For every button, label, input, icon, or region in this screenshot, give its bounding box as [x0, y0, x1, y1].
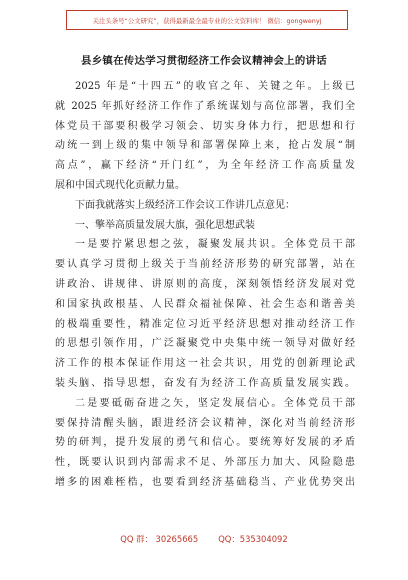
document-title: 县乡镇在传达学习贯彻经济工作会议精神会上的讲话	[81, 55, 327, 67]
paragraph-line: 动统一到上级的集中领导和部署保障上来，抢占发展“制	[55, 140, 355, 152]
paragraph-line: 2025 年是“十四五”的收官之年、关键之年。上级已	[75, 81, 355, 92]
section-heading: 一、擎举高质量发展大旗，强化思想武装	[75, 219, 255, 231]
qq-number: QQ：535304092	[218, 534, 288, 544]
paragraph-line: 要认真学习贯彻上级关于当前经济形势的研究部署，站在	[55, 259, 355, 271]
paragraph-line: 下面我就落实上级经济工作会议工作讲几点意见：	[75, 199, 295, 211]
paragraph-line: 讲政治、讲规律、讲原则的高度，深刻领悟经济发展对党	[55, 278, 355, 290]
paragraph-line: 高点”，赢下经济“开门红”，为全年经济工作高质量发	[55, 160, 355, 172]
footer	[0, 533, 408, 545]
paragraph-line: 要保持清醒头脑，跟进经济会议精神，深化对当前经济形	[55, 417, 355, 429]
paragraph-line: 的思想引领作用，广泛凝聚党中央集中统一领导对做好经	[55, 338, 355, 350]
paragraph-line: 的极端重要性，精准定位习近平经济思想对推动经济工作	[55, 318, 355, 330]
document-body	[55, 77, 355, 493]
paragraph-line: 体党员干部要积极学习领会、切实身体力行，把思想和行	[55, 120, 355, 132]
paragraph-line: 济工作的根本保证作用这一社会共识，用党的创新理论武	[55, 358, 355, 370]
paragraph-line: 装头脑、指导思想，奋发有为经济工作高质量发展实践。	[55, 377, 355, 389]
banner-text: 关注头条号“公文研究”，获得最新最全最专业的公文资料库！ 微信：gongwenyj	[92, 16, 322, 25]
paragraph-line: 一是要拧紧思想之弦，凝聚发展共识。全体党员干部	[75, 239, 355, 251]
top-banner	[66, 10, 348, 30]
qq-group-label: QQ 群： 30265665	[120, 534, 199, 544]
paragraph-line: 展和中国式现代化贡献力量。	[55, 179, 185, 191]
paragraph-line: 性，既要认识到内部需求不足、外部压力加大、风险隐患	[55, 457, 355, 469]
paragraph-line: 二是要砥砺奋进之矢，坚定发展信心。全体党员干部	[75, 397, 355, 409]
paragraph-line: 和国家执政根基、人民群众福祉保障、社会生态和谐善美	[55, 298, 355, 310]
paragraph-line: 势的研判，提升发展的勇气和信心。要统筹好发展的矛盾	[55, 437, 355, 449]
paragraph-line: 就 2025 年抓好经济工作作了系统谋划与高位部署，我们全	[55, 100, 355, 112]
paragraph-line: 增多的困难桎梏，也要看到经济基础稳当、产业优势突出	[55, 476, 355, 488]
